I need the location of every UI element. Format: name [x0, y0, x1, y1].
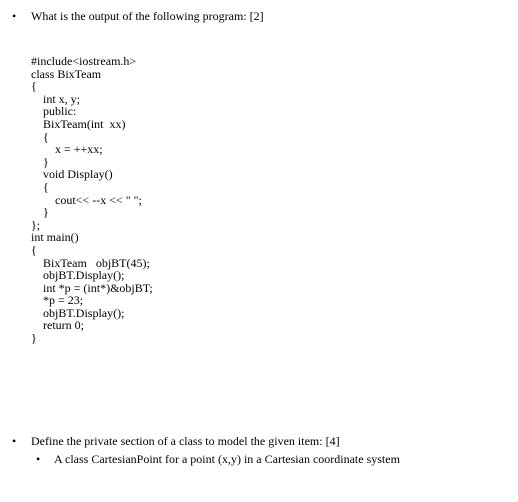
- code-line: cout<< --x << " ";: [31, 192, 142, 207]
- code-line: {: [31, 129, 49, 144]
- code-line: }: [31, 205, 49, 220]
- bullet-marker: •: [12, 9, 17, 23]
- code-line: class BixTeam: [31, 66, 102, 81]
- code-line: };: [31, 217, 41, 232]
- sub-bullet-marker: •: [36, 452, 41, 466]
- code-line: {: [31, 179, 49, 194]
- code-line: return 0;: [31, 318, 84, 333]
- question-2-text: Define the private section of a class to model the given item: [4]: [31, 434, 340, 448]
- code-line: }: [31, 154, 49, 169]
- code-listing: [31, 55, 153, 345]
- code-line: objBT.Display();: [31, 305, 125, 320]
- code-line: x = ++xx;: [31, 142, 103, 157]
- code-line: objBT.Display();: [31, 268, 125, 283]
- code-line: int main(): [31, 230, 79, 245]
- code-line: }: [31, 331, 37, 346]
- code-line: {: [31, 242, 37, 257]
- question-1-text: What is the output of the following program: [2]: [31, 9, 264, 23]
- code-line: int x, y;: [31, 91, 81, 106]
- bullet-marker: •: [12, 434, 17, 448]
- code-line: BixTeam(int xx): [31, 116, 126, 131]
- code-line: int *p = (int*)&objBT;: [31, 280, 153, 295]
- code-line: public:: [31, 104, 77, 119]
- code-line: void Display(): [31, 167, 113, 182]
- question-2-subitem-text: A class CartesianPoint for a point (x,y) in a Cartesian coordinate system: [54, 452, 400, 466]
- code-line: #include<iostream.h>: [31, 54, 137, 68]
- code-line: *p = 23;: [31, 293, 84, 308]
- code-line: {: [31, 79, 37, 94]
- code-line: BixTeam objBT(45);: [31, 255, 150, 270]
